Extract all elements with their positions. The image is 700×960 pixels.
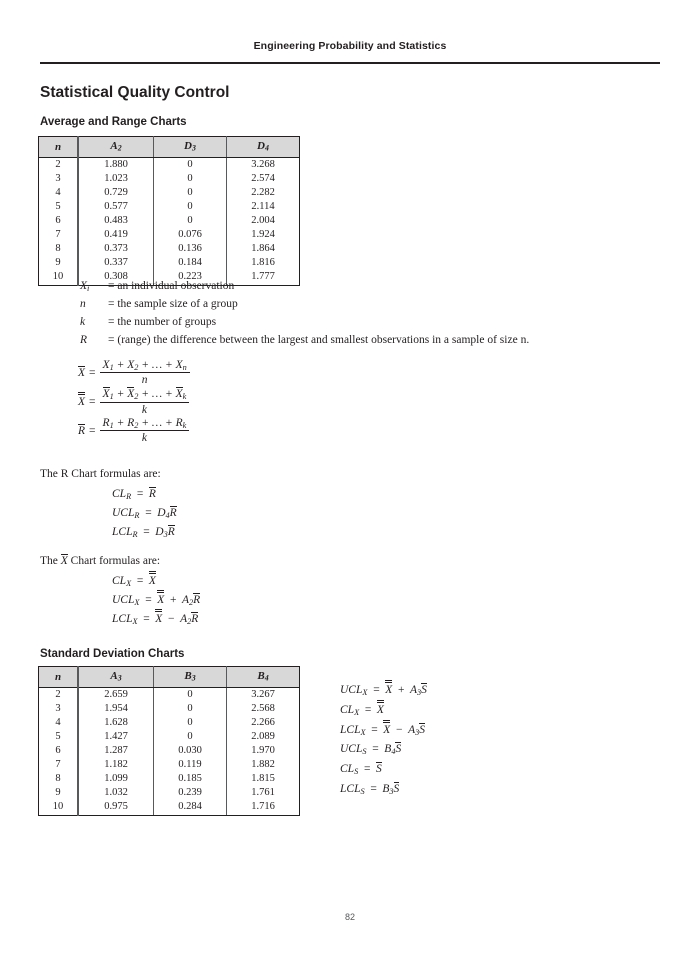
table-row (39, 242, 300, 256)
formula-cl-s: $CL_S$ = S (340, 763, 382, 776)
table-row (39, 228, 300, 242)
table-cell-value: 1.882 (227, 758, 300, 772)
definition-text-n: = the sample size of a group (108, 298, 238, 310)
table-cell-value: 0.184 (154, 256, 227, 270)
column-header-d3 (154, 137, 227, 158)
table-cell-value: 0 (154, 158, 227, 173)
formula-r-bar-denominator: k (141, 432, 147, 445)
table-cell-n: 8 (39, 242, 79, 256)
x-chart-intro-prefix: The (40, 555, 58, 567)
table-cell-value: 1.182 (78, 758, 154, 772)
table-row (39, 256, 300, 270)
column-header-b4-label: B (257, 670, 265, 683)
table-header (39, 667, 300, 688)
formula-x-double-bar-fraction (100, 387, 190, 416)
average-range-table-body (39, 158, 300, 286)
x-chart-intro (40, 554, 160, 568)
table-cell-n: 10 (39, 270, 79, 286)
page-title: Statistical Quality Control (40, 84, 230, 101)
table-row (39, 702, 300, 716)
table-cell-n: 7 (39, 758, 79, 772)
table-cell-value: 1.099 (78, 772, 154, 786)
column-header-n (39, 667, 79, 688)
table-cell-value: 2.574 (227, 172, 300, 186)
formula-lcl-x: $LCL_X$ = X − $A_2R$ (112, 612, 199, 626)
formula-cl-r: $CL_R$ = R (112, 488, 156, 501)
table-row (39, 800, 300, 816)
definition-row (80, 298, 529, 316)
definition-text-r: = (range) the difference between the largest and smallest observations in a sample of size n. (108, 334, 530, 346)
table-cell-value: 0 (154, 186, 227, 200)
table-cell-n: 10 (39, 800, 79, 816)
definition-symbol-r: R (80, 334, 88, 346)
table-cell-value: 0 (154, 716, 227, 730)
table-cell-value: 2.282 (227, 186, 300, 200)
table-cell-value: 2.266 (227, 716, 300, 730)
table-cell-value: 1.970 (227, 744, 300, 758)
equals-sign: = (89, 395, 96, 408)
formula-x-double-bar-numerator: $X_1 + X_2$ + … + $X_k$ (100, 387, 190, 403)
column-header-b3-label: B (184, 670, 192, 683)
definition-symbol-k: k (80, 316, 86, 328)
equals-sign: = (89, 366, 96, 379)
table-cell-value: 1.023 (78, 172, 154, 186)
column-header-a3-sub: 3 (117, 673, 122, 683)
table-row (39, 688, 300, 703)
table-cell-n: 4 (39, 186, 79, 200)
table-cell-value: 0 (154, 688, 227, 703)
table-cell-value: 1.287 (78, 744, 154, 758)
subsection-heading-standard-deviation: Standard Deviation Charts (40, 648, 185, 660)
table-cell-value: 0.419 (78, 228, 154, 242)
table-cell-value: 0 (154, 200, 227, 214)
table-cell-value: 2.004 (227, 214, 300, 228)
table-row (39, 786, 300, 800)
table-cell-value: 0.119 (154, 758, 227, 772)
table-cell-n: 5 (39, 730, 79, 744)
definition-row (80, 280, 529, 298)
average-range-table (38, 136, 300, 286)
table-header-row (39, 667, 300, 688)
column-header-b3 (154, 667, 227, 688)
definition-symbol-n: n (80, 298, 86, 310)
formula-ucl-x-s: $UCL_X$ = X + $A_3S$ (340, 683, 427, 697)
s-chart-formulas (340, 682, 427, 802)
formula-x-double-bar (78, 387, 190, 416)
x-chart-intro-suffix: Chart formulas are: (70, 555, 161, 567)
table-cell-value: 3.268 (227, 158, 300, 173)
column-header-n-label: n (54, 140, 62, 153)
table-cell-value: 0 (154, 730, 227, 744)
table-cell-value: 0.185 (154, 772, 227, 786)
formula-r-bar-lhs: R (78, 424, 86, 437)
formula-ucl-r: $UCL_R$ = $D_4R$ (112, 507, 177, 520)
definitions-list (80, 280, 529, 352)
column-header-d3-sub: 3 (192, 143, 196, 153)
standard-deviation-table-body (39, 688, 300, 816)
table-cell-value: 2.568 (227, 702, 300, 716)
column-header-a3-label: A (110, 670, 118, 683)
table-cell-n: 6 (39, 214, 79, 228)
column-header-n-label: n (54, 670, 62, 683)
table-cell-value: 2.114 (227, 200, 300, 214)
column-header-d4-label: D (257, 140, 265, 153)
standard-deviation-table (38, 666, 300, 816)
table-cell-value: 1.924 (227, 228, 300, 242)
table-cell-value: 0.308 (78, 270, 154, 286)
formula-lcl-s: $LCL_S$ = $B_3S$ (340, 783, 400, 796)
x-chart-intro-symbol: X (60, 555, 68, 567)
table-row (39, 200, 300, 214)
column-header-d4-sub: 4 (265, 143, 269, 153)
table-row (39, 758, 300, 772)
column-header-a3 (78, 667, 154, 688)
table-row (39, 744, 300, 758)
table-cell-value: 1.761 (227, 786, 300, 800)
definition-text-xi: = an individual observation (108, 280, 235, 292)
formula-x-bar-lhs: X (78, 366, 86, 379)
table-row (39, 158, 300, 173)
definition-row (80, 334, 529, 352)
table-cell-value: 0 (154, 214, 227, 228)
formula-x-bar-numerator: $X_1 + X_2$ + … + $X_n$ (100, 359, 190, 374)
table-row (39, 186, 300, 200)
table-cell-n: 4 (39, 716, 79, 730)
table-cell-value: 1.427 (78, 730, 154, 744)
formula-r-bar-numerator: $R_1 + R_2$ + … + $R_k$ (100, 417, 190, 432)
table-cell-value: 0.337 (78, 256, 154, 270)
table-row (39, 730, 300, 744)
table-cell-value: 0 (154, 702, 227, 716)
table-cell-n: 8 (39, 772, 79, 786)
header-rule (40, 62, 660, 64)
column-header-d3-label: D (184, 140, 192, 153)
table-cell-value: 0.030 (154, 744, 227, 758)
table-cell-value: 2.659 (78, 688, 154, 703)
formula-r-bar (78, 416, 190, 445)
table-cell-value: 0.239 (154, 786, 227, 800)
table-cell-value: 0.577 (78, 200, 154, 214)
table-cell-value: 0.729 (78, 186, 154, 200)
table-cell-value: 0 (154, 172, 227, 186)
formula-lcl-x-s: $LCL_X$ = X − $A_3S$ (340, 723, 426, 737)
r-chart-intro: The R Chart formulas are: (40, 468, 161, 480)
column-header-n (39, 137, 79, 158)
table-row (39, 716, 300, 730)
table-cell-value: 1.816 (227, 256, 300, 270)
formula-cl-x-s: $CL_X$ = X (340, 703, 384, 717)
table-cell-value: 1.815 (227, 772, 300, 786)
running-head: Engineering Probability and Statistics (253, 40, 447, 52)
table-cell-value: 0.223 (154, 270, 227, 286)
table-cell-value: 3.267 (227, 688, 300, 703)
table-cell-value: 0.373 (78, 242, 154, 256)
table-cell-value: 0.284 (154, 800, 227, 816)
column-header-d4 (227, 137, 300, 158)
table-cell-value: 0.076 (154, 228, 227, 242)
table-cell-n: 2 (39, 688, 79, 703)
column-header-a2-label: A (110, 140, 118, 153)
definition-symbol-xi: $X_i$ (80, 280, 90, 293)
x-chart-formulas (112, 573, 200, 630)
table-cell-value: 1.954 (78, 702, 154, 716)
page-number: 82 (344, 912, 355, 922)
formula-cl-x: $CL_X$ = X (112, 574, 156, 588)
formula-ucl-s: $UCL_S$ = $B_4S$ (340, 743, 402, 756)
table-cell-value: 1.777 (227, 270, 300, 286)
table-cell-n: 7 (39, 228, 79, 242)
mean-formulas (78, 358, 190, 445)
table-header-row (39, 137, 300, 158)
column-header-a2 (78, 137, 154, 158)
column-header-b4-sub: 4 (264, 673, 269, 683)
column-header-a2-sub: 2 (117, 143, 122, 153)
formula-x-bar (78, 358, 190, 387)
formula-x-double-bar-lhs: X (78, 396, 86, 409)
table-cell-value: 0.136 (154, 242, 227, 256)
table-header (39, 137, 300, 158)
table-cell-value: 1.864 (227, 242, 300, 256)
column-header-b4 (227, 667, 300, 688)
table-cell-value: 1.880 (78, 158, 154, 173)
formula-ucl-x: $UCL_X$ = X + $A_2R$ (112, 593, 201, 607)
equals-sign: = (89, 424, 96, 437)
table-cell-n: 3 (39, 172, 79, 186)
table-cell-n: 2 (39, 158, 79, 173)
table-row (39, 172, 300, 186)
table-cell-n: 9 (39, 256, 79, 270)
table-cell-value: 1.716 (227, 800, 300, 816)
table-cell-n: 6 (39, 744, 79, 758)
table-row (39, 772, 300, 786)
table-cell-n: 5 (39, 200, 79, 214)
subsection-heading-average-range: Average and Range Charts (40, 116, 187, 128)
formula-lcl-r: $LCL_R$ = $D_3R$ (112, 526, 175, 539)
definition-row (80, 316, 529, 334)
table-cell-n: 9 (39, 786, 79, 800)
table-cell-value: 1.628 (78, 716, 154, 730)
formula-r-bar-fraction (100, 417, 190, 445)
formula-x-bar-fraction (100, 359, 190, 387)
table-cell-value: 0.483 (78, 214, 154, 228)
formula-x-double-bar-denominator: k (141, 403, 147, 416)
column-header-b3-sub: 3 (191, 673, 196, 683)
table-cell-value: 1.032 (78, 786, 154, 800)
table-cell-value: 0.975 (78, 800, 154, 816)
formula-x-bar-denominator: n (141, 374, 148, 387)
table-cell-value: 2.089 (227, 730, 300, 744)
table-row (39, 214, 300, 228)
table-cell-n: 3 (39, 702, 79, 716)
r-chart-formulas (112, 487, 177, 544)
definition-text-k: = the number of groups (108, 316, 217, 328)
